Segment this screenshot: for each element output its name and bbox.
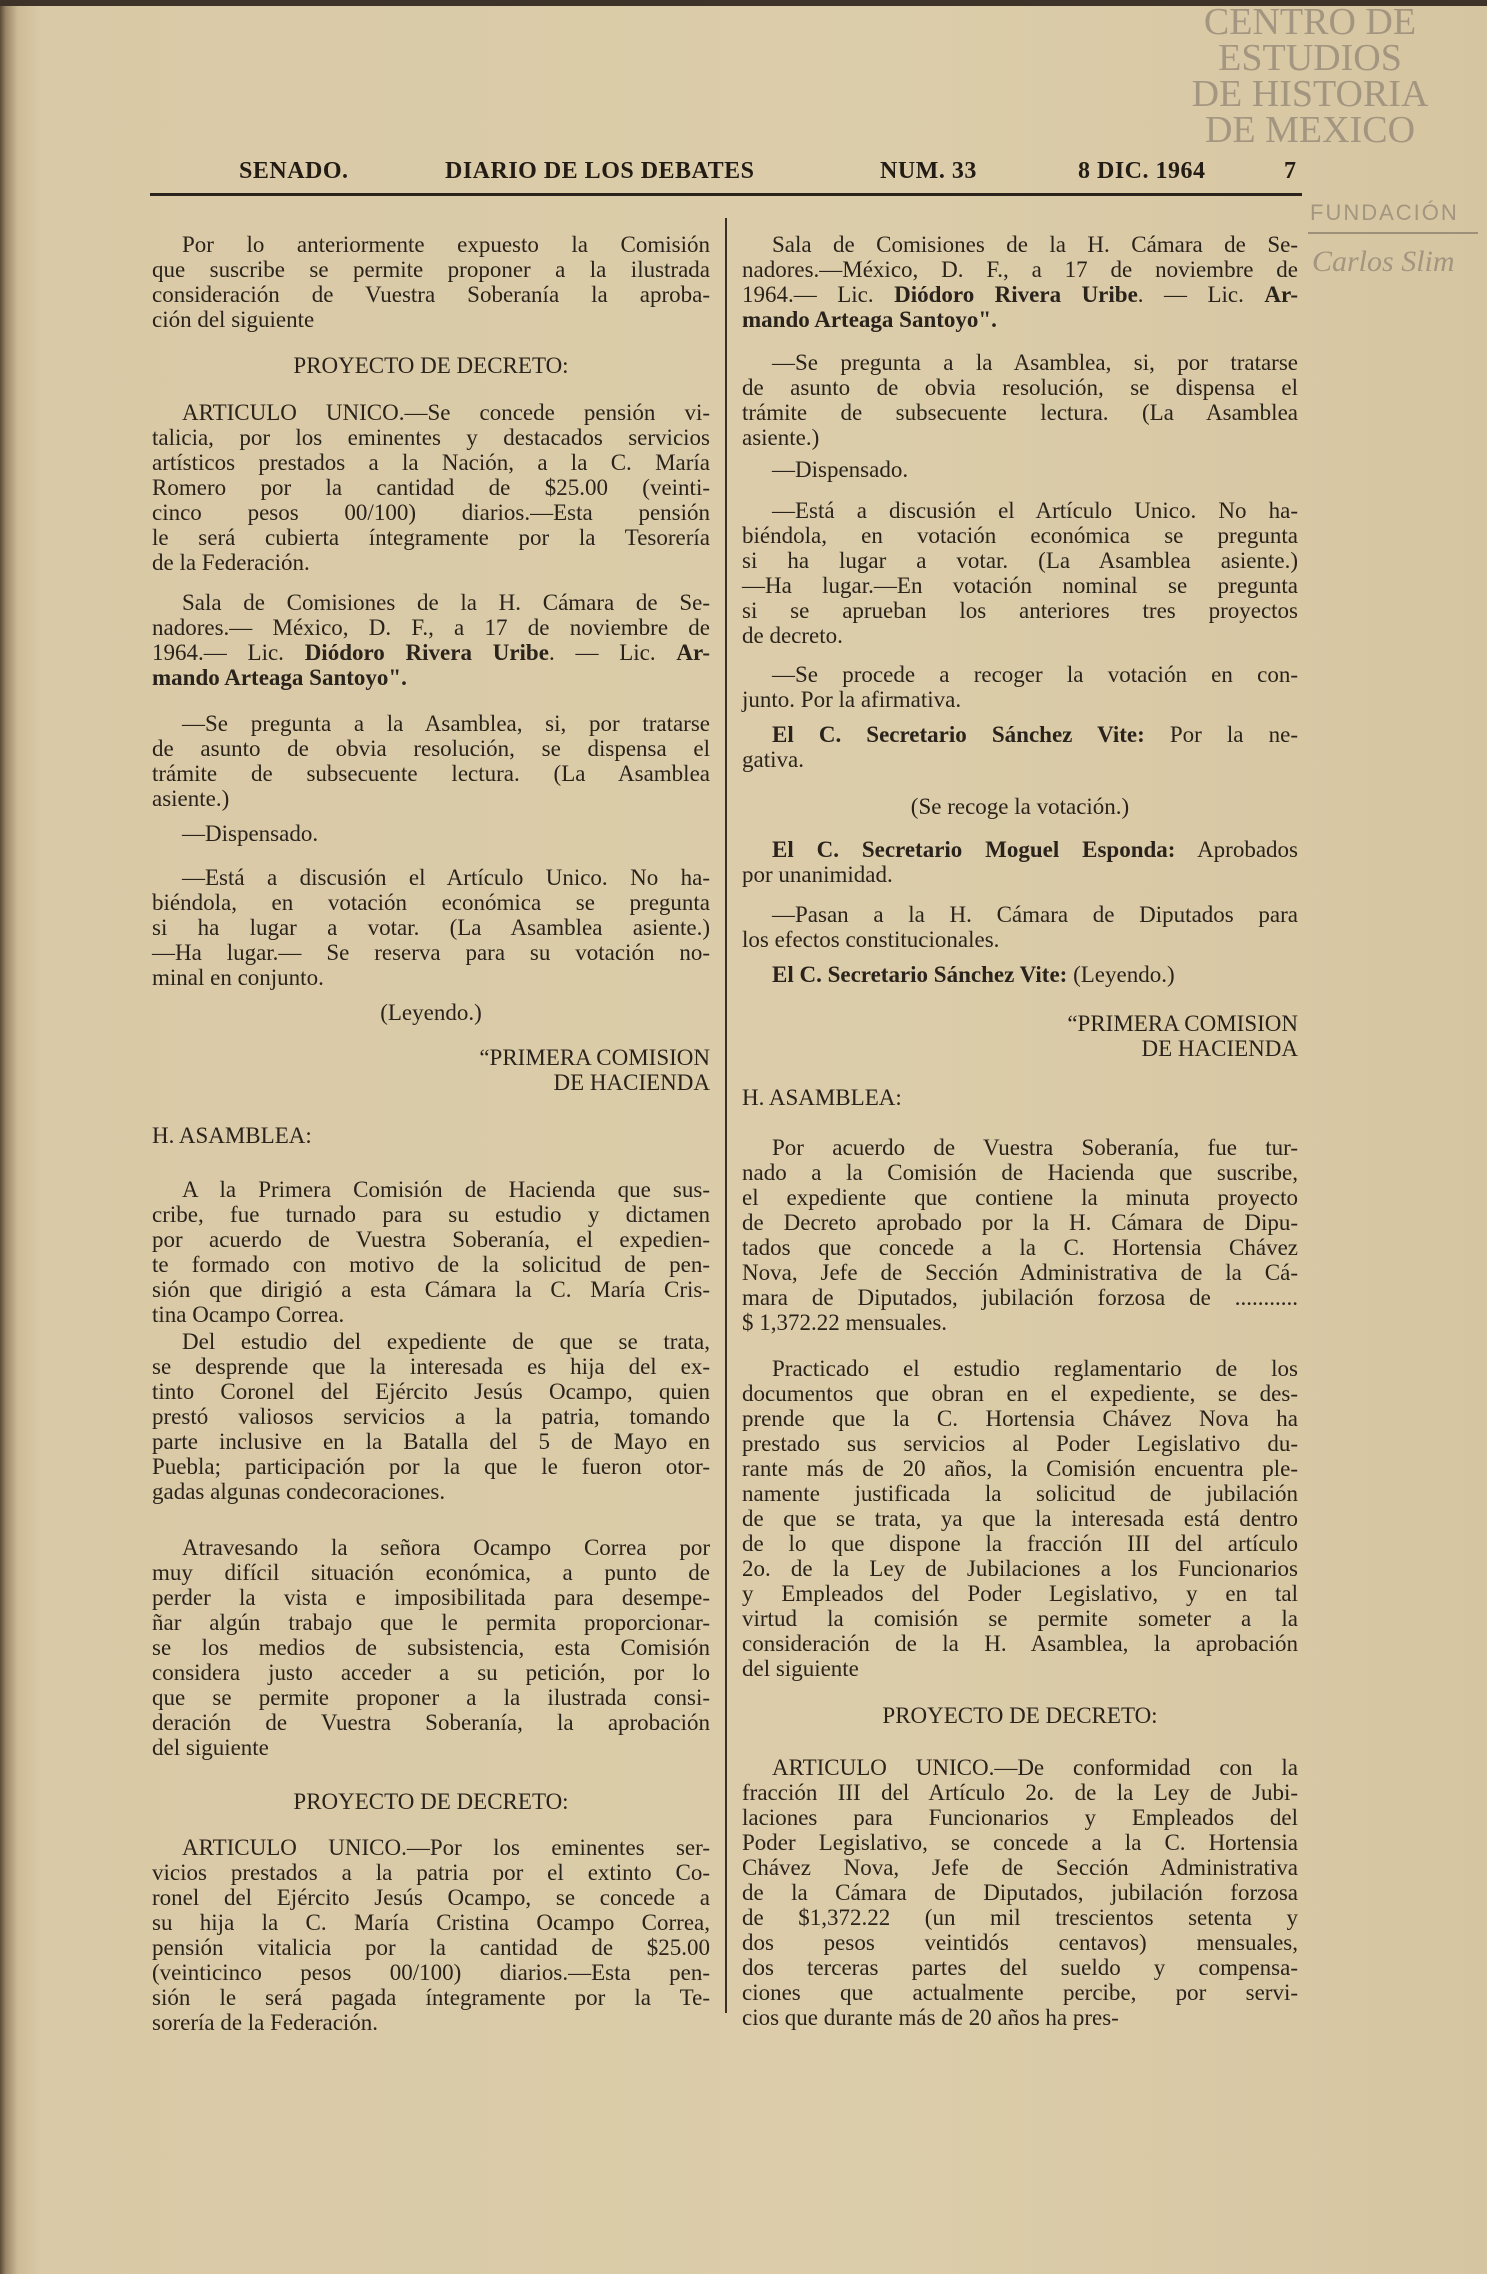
text-line: el expediente que contiene la minuta proyecto bbox=[742, 1185, 1298, 1210]
header-date: 8 DIC. 1964 bbox=[1078, 158, 1206, 184]
text-line: prestado sus servicios al Poder Legislativo du- bbox=[742, 1431, 1298, 1456]
text-line bbox=[152, 665, 710, 690]
text-line: del siguiente bbox=[152, 1735, 269, 1760]
bold-name: Diódoro Rivera Uribe bbox=[304, 640, 549, 665]
watermark-line: DE MEXICO bbox=[1204, 109, 1416, 151]
text-line: de $1,372.22 (un mil trescientos setenta y bbox=[742, 1905, 1298, 1930]
text-line: virtud la comisión se permite someter a la bbox=[742, 1606, 1298, 1631]
text-line: de lo que dispone la fracción III del artículo bbox=[742, 1531, 1298, 1556]
text-line: nado a la Comisión de Hacienda que suscribe, bbox=[742, 1160, 1298, 1185]
text-line: artísticos prestados a la Nación, a la C. María bbox=[152, 450, 710, 475]
text-line: por acuerdo de Vuestra Soberanía, el expedien- bbox=[152, 1227, 710, 1252]
text-line: —Ha lugar.— Se reserva para su votación no- bbox=[152, 940, 710, 965]
text-line: ciones que actualmente percibe, por servi- bbox=[742, 1980, 1298, 2005]
text-line: —Se pregunta a la Asamblea, si, por tratarse bbox=[182, 711, 710, 736]
text-line: Por acuerdo de Vuestra Soberanía, fue tur- bbox=[772, 1135, 1298, 1160]
text-line: —Dispensado. bbox=[772, 457, 909, 482]
paragraph bbox=[152, 821, 710, 846]
text-line: trámite de subsecuente lectura. (La Asamblea bbox=[742, 400, 1298, 425]
text-line: su hija la C. María Cristina Ocampo Correa, bbox=[152, 1910, 710, 1935]
bold-name: El C. Secretario Moguel Esponda: bbox=[772, 837, 1176, 862]
text-line: consideración de Vuestra Soberanía la aproba- bbox=[152, 282, 710, 307]
paragraph bbox=[742, 1755, 1298, 2030]
text-line: tinto Coronel del Ejército Jesús Ocampo, quien bbox=[152, 1379, 710, 1404]
text-line: ARTICULO UNICO.—De conformidad con la bbox=[772, 1755, 1298, 1780]
watermark-institution bbox=[1150, 1, 1470, 151]
paragraph bbox=[152, 1835, 710, 2035]
text-line: gativa. bbox=[742, 747, 804, 772]
bold-name: Diódoro Rivera Uribe bbox=[894, 282, 1138, 307]
text-line: (Leyendo.) bbox=[380, 1000, 482, 1025]
bold-name: El C. Secretario Sánchez Vite: bbox=[772, 722, 1145, 747]
text-line: biéndola, en votación económica se pregunta bbox=[742, 523, 1298, 548]
text-line: 1964.— Lic. Diódoro Rivera Uribe. — Lic. Ar- bbox=[742, 282, 1298, 307]
header-chamber: SENADO. bbox=[239, 158, 349, 184]
text-line: laciones para Funcionarios y Empleados del bbox=[742, 1805, 1298, 1830]
text-line: Nova, Jefe de Sección Administrativa de la Cá- bbox=[742, 1260, 1298, 1285]
text-line: prestó valiosos servicios a la patria, tomando bbox=[152, 1404, 710, 1429]
paragraph bbox=[152, 400, 710, 575]
text-line: considera justo acceder a su petición, por lo bbox=[152, 1660, 710, 1685]
text-line: nadores.— México, D. F., a 17 de noviembre de bbox=[152, 615, 710, 640]
text-line: PROYECTO DE DECRETO: bbox=[293, 353, 569, 378]
text-line: “PRIMERA COMISION bbox=[1067, 1011, 1298, 1036]
paragraph bbox=[152, 865, 710, 990]
text-line: Practicado el estudio reglamentario de los bbox=[772, 1356, 1298, 1381]
watermark-line: ESTUDIOS bbox=[1218, 37, 1402, 79]
section-heading bbox=[152, 353, 710, 378]
text-line: de asunto de obvia resolución, se dispensa el bbox=[742, 375, 1298, 400]
text-line: si ha lugar a votar. (La Asamblea asiente.) bbox=[742, 548, 1298, 573]
text-line: —Está a discusión el Artículo Unico. No ha- bbox=[182, 865, 710, 890]
watermark-line: CENTRO DE bbox=[1203, 1, 1417, 43]
salutation bbox=[742, 1085, 1298, 1110]
text-line: de decreto. bbox=[742, 623, 843, 648]
text-line: cinco pesos 00/100) diarios.—Esta pensión bbox=[152, 500, 710, 525]
text-line: minal en conjunto. bbox=[152, 965, 324, 990]
text-line: ARTICULO UNICO.—Por los eminentes ser- bbox=[182, 1835, 710, 1860]
watermark-rule bbox=[1308, 232, 1478, 234]
header-page-number: 7 bbox=[1284, 158, 1297, 184]
paragraph bbox=[742, 962, 1298, 987]
text-line: tina Ocampo Correa. bbox=[152, 1302, 345, 1327]
text-line: namente justificada la solicitud de jubilación bbox=[742, 1481, 1298, 1506]
text-line: Poder Legislativo, se concede a la C. Hortensia bbox=[742, 1830, 1298, 1855]
watermark-foundation: FUNDACIÓN bbox=[1310, 200, 1459, 225]
text-line: tados que concede a la C. Hortensia Chávez bbox=[742, 1235, 1298, 1260]
bold-name: mando Arteaga Santoyo". bbox=[152, 665, 407, 690]
text-line: fracción III del Artículo 2o. de la Ley de Jubi- bbox=[742, 1780, 1298, 1805]
paragraph bbox=[152, 1535, 710, 1760]
text-line: por unanimidad. bbox=[742, 862, 893, 887]
text-line: —Se procede a recoger la votación en con- bbox=[772, 662, 1298, 687]
text-line: que se permite proponer a la ilustrada consi- bbox=[152, 1685, 710, 1710]
text-line: El C. Secretario Moguel Esponda: Aprobados bbox=[772, 837, 1298, 862]
text-line: El C. Secretario Sánchez Vite: Por la ne- bbox=[772, 722, 1298, 747]
header-publication: DIARIO DE LOS DEBATES bbox=[445, 158, 755, 184]
text-line: —Pasan a la H. Cámara de Diputados para bbox=[772, 902, 1298, 927]
text-line: asiente.) bbox=[152, 786, 230, 811]
text-line: muy difícil situación económica, a punto de bbox=[152, 1560, 710, 1585]
text-line: de la Cámara de Diputados, jubilación forzosa bbox=[742, 1880, 1298, 1905]
text-line: sorería de la Federación. bbox=[152, 2010, 379, 2035]
text-line: biéndola, en votación económica se pregunta bbox=[152, 890, 710, 915]
section-heading bbox=[742, 1703, 1298, 1728]
text-line: (Se recoge la votación.) bbox=[910, 794, 1130, 819]
text-line: asiente.) bbox=[742, 425, 820, 450]
text-line: nadores.—México, D. F., a 17 de noviembre de bbox=[742, 257, 1298, 282]
text-line: cios que durante más de 20 años ha pres- bbox=[742, 2005, 1119, 2030]
text-line: DE HACIENDA bbox=[553, 1070, 710, 1095]
text-line: vicios prestados a la patria por el extinto Co- bbox=[152, 1860, 710, 1885]
text-line: de la Federación. bbox=[152, 550, 310, 575]
paragraph bbox=[152, 232, 710, 332]
text-line: PROYECTO DE DECRETO: bbox=[293, 1789, 569, 1814]
bold-name: El C. Secretario Sánchez Vite: bbox=[772, 962, 1068, 987]
bold-name: Ar- bbox=[1264, 282, 1298, 307]
text-line: que suscribe se permite proponer a la ilustrada bbox=[152, 257, 710, 282]
text-line: los efectos constitucionales. bbox=[742, 927, 1000, 952]
paragraph bbox=[742, 232, 1298, 332]
text-line: si ha lugar a votar. (La Asamblea asiente.) bbox=[152, 915, 710, 940]
text-line: sión que dirigió a esta Cámara la C. María Cris- bbox=[152, 1277, 710, 1302]
text-line: de asunto de obvia resolución, se dispensa el bbox=[152, 736, 710, 761]
text-line: trámite de subsecuente lectura. (La Asamblea bbox=[152, 761, 710, 786]
text-line: Del estudio del expediente de que se trata, bbox=[182, 1329, 710, 1354]
paragraph bbox=[152, 1177, 710, 1327]
section-heading bbox=[152, 1789, 710, 1814]
text-line: Sala de Comisiones de la H. Cámara de Se- bbox=[772, 232, 1298, 257]
paragraph bbox=[152, 590, 710, 690]
commission-title bbox=[742, 1011, 1298, 1061]
paragraph bbox=[152, 1329, 710, 1504]
paragraph bbox=[742, 498, 1298, 648]
text-line: ñar algún trabajo que le permita proporcionar- bbox=[152, 1610, 710, 1635]
text-line: H. ASAMBLEA: bbox=[742, 1085, 902, 1110]
text-line: $ 1,372.22 mensuales. bbox=[742, 1310, 948, 1335]
text-line: Por lo anteriormente expuesto la Comisión bbox=[182, 232, 710, 257]
text-line: deración de Vuestra Soberanía, la aprobación bbox=[152, 1710, 710, 1735]
text-line: Puebla; participación por la que le fueron otor- bbox=[152, 1454, 710, 1479]
paragraph bbox=[742, 1356, 1298, 1681]
text-line: te formado con motivo de la solicitud de pen- bbox=[152, 1252, 710, 1277]
paragraph bbox=[742, 662, 1298, 712]
paragraph bbox=[742, 350, 1298, 450]
paragraph bbox=[152, 711, 710, 811]
text-line: mara de Diputados, jubilación forzosa de ........... bbox=[742, 1285, 1298, 1310]
text-line: —Está a discusión el Artículo Unico. No ha- bbox=[772, 498, 1298, 523]
commission-title bbox=[152, 1045, 710, 1095]
paragraph bbox=[742, 1135, 1298, 1335]
text-line: El C. Secretario Sánchez Vite: (Leyendo.) bbox=[772, 962, 1175, 987]
text-line: gadas algunas condecoraciones. bbox=[152, 1479, 446, 1504]
text-line: (veinticinco pesos 00/100) diarios.—Esta pen- bbox=[152, 1960, 710, 1985]
text-line: prende que la C. Hortensia Chávez Nova ha bbox=[742, 1406, 1298, 1431]
text-line: 1964.— Lic. Diódoro Rivera Uribe. — Lic. Ar- bbox=[152, 640, 711, 665]
text-line: —Ha lugar.—En votación nominal se pregunta bbox=[742, 573, 1298, 598]
watermark-signature: Carlos Slim bbox=[1312, 245, 1455, 278]
text-line: perder la vista e imposibilitada para desempe- bbox=[152, 1585, 710, 1610]
paragraph bbox=[742, 902, 1298, 952]
watermark-line: DE HISTORIA bbox=[1191, 73, 1429, 115]
text-line: A la Primera Comisión de Hacienda que sus- bbox=[182, 1177, 710, 1202]
text-line: pensión vitalicia por la cantidad de $25.00 bbox=[152, 1935, 710, 1960]
text-line: sión le será pagada íntegramente por la Te- bbox=[152, 1985, 710, 2010]
text-line: si se aprueban los anteriores tres proyectos bbox=[742, 598, 1298, 623]
text-line: Atravesando la señora Ocampo Correa por bbox=[182, 1535, 710, 1560]
text-line: Sala de Comisiones de la H. Cámara de Se- bbox=[182, 590, 710, 615]
column-divider bbox=[725, 218, 727, 2013]
header-number: NUM. 33 bbox=[880, 158, 977, 184]
text-line: cribe, fue turnado para su estudio y dictamen bbox=[152, 1202, 710, 1227]
text-line: ARTICULO UNICO.—Se concede pensión vi- bbox=[182, 400, 710, 425]
text-line: consideración de la H. Asamblea, la aprobación bbox=[742, 1631, 1298, 1656]
text-line: PROYECTO DE DECRETO: bbox=[882, 1703, 1158, 1728]
text-line: de Decreto aprobado por la H. Cámara de Dipu- bbox=[742, 1210, 1298, 1235]
text-line: talicia, por los eminentes y destacados servicios bbox=[152, 425, 710, 450]
text-line: y Empleados del Poder Legislativo, y en tal bbox=[742, 1581, 1298, 1606]
text-line: Chávez Nova, Jefe de Sección Administrativa bbox=[742, 1855, 1298, 1880]
text-line: H. ASAMBLEA: bbox=[152, 1123, 312, 1148]
paragraph bbox=[742, 837, 1298, 887]
text-line: ción del siguiente bbox=[152, 307, 315, 332]
text-line: dos pesos veintidós centavos) mensuales, bbox=[742, 1930, 1298, 1955]
text-line: junto. Por la afirmativa. bbox=[742, 687, 962, 712]
text-line: —Se pregunta a la Asamblea, si, por tratarse bbox=[772, 350, 1298, 375]
text-line: se desprende que la interesada es hija del ex- bbox=[152, 1354, 710, 1379]
salutation bbox=[152, 1123, 710, 1148]
stage-direction bbox=[152, 1000, 710, 1025]
text-line: de que se trata, ya que la interesada está dentro bbox=[742, 1506, 1298, 1531]
text-line: dos terceras partes del sueldo y compensa- bbox=[742, 1955, 1298, 1980]
text-line: parte inclusive en la Batalla del 5 de Mayo en bbox=[152, 1429, 710, 1454]
text-line: DE HACIENDA bbox=[1141, 1036, 1298, 1061]
text-line bbox=[742, 307, 1298, 332]
text-line: 2o. de la Ley de Jubilaciones a los Funcionarios bbox=[742, 1556, 1298, 1581]
text-line: Romero por la cantidad de $25.00 (veinti- bbox=[152, 475, 710, 500]
bold-name: Ar- bbox=[676, 640, 711, 665]
text-line: se los medios de subsistencia, esta Comisión bbox=[152, 1635, 710, 1660]
paragraph bbox=[742, 457, 1298, 482]
text-line: le será cubierta íntegramente por la Tesorería bbox=[152, 525, 710, 550]
stage-direction bbox=[742, 794, 1298, 819]
text-line: del siguiente bbox=[742, 1656, 859, 1681]
text-line: documentos que obran en el expediente, se des- bbox=[742, 1381, 1298, 1406]
paragraph bbox=[742, 722, 1298, 772]
text-line: ronel del Ejército Jesús Ocampo, se concede a bbox=[152, 1885, 710, 1910]
text-line: “PRIMERA COMISION bbox=[479, 1045, 710, 1070]
text-line: —Dispensado. bbox=[182, 821, 319, 846]
text-line: rante más de 20 años, la Comisión encuentra ple- bbox=[742, 1456, 1298, 1481]
bold-name: mando Arteaga Santoyo". bbox=[742, 307, 997, 332]
header-rule bbox=[150, 193, 1302, 196]
